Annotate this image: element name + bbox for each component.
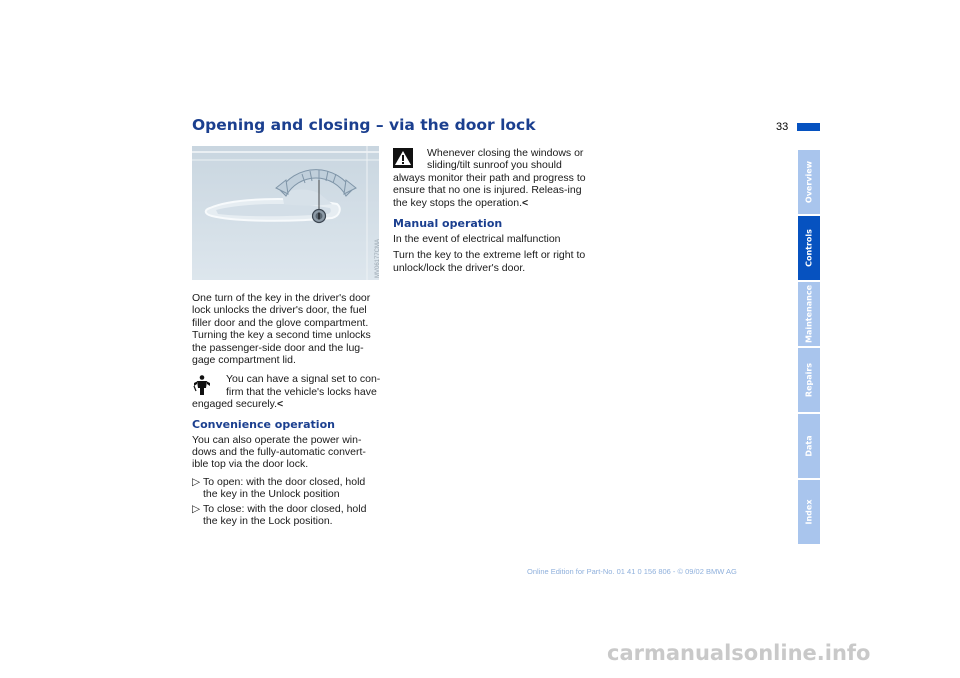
bullet-item [192, 476, 382, 501]
page-title: Opening and closing – via the door lock [192, 116, 536, 134]
manual-operation-heading: Manual operation [393, 217, 503, 231]
footer-edition: Online Edition for Part-No. 01 41 0 156 806 - © 09/02 BMW AG [527, 567, 737, 576]
bullet-item [192, 503, 382, 528]
page-number: 33 [776, 121, 789, 133]
tab-data[interactable]: Data [798, 414, 820, 478]
tab-overview[interactable]: Overview [798, 150, 820, 214]
manual-paragraph-1: In the event of electrical malfunction [393, 233, 561, 246]
bullet-text: To close: with the door closed, hold the key in the Lock position. [203, 502, 367, 528]
convenience-paragraph: You can also operate the power win-dows and the fully-automatic convert-ible top via the door lock. [192, 433, 366, 471]
bullet-arrow-icon: ▷ [192, 502, 201, 515]
warning-note [393, 147, 588, 209]
warning-triangle-icon [393, 148, 427, 170]
tab-maintenance[interactable]: Maintenance [798, 282, 820, 346]
bullet-text: To open: with the door closed, hold the key in the Unlock position [203, 475, 366, 501]
warning-text: Whenever closing the windows or sliding/tilt sunroof you should always monitor their path and progress to ensure that no one is injured. Releas-ing the key stops the operation. [393, 147, 586, 209]
convenience-operation-heading: Convenience operation [192, 417, 335, 431]
intro-paragraph: One turn of the key in the driver's door lock unlocks the driver's door, the fuel filler door and the glove compartment. Turning the key a second time unlocks the passenger-side door and the lug-gage compartment lid. [192, 292, 371, 367]
door-lock-illustration [192, 146, 379, 280]
tab-controls[interactable]: Controls [798, 216, 820, 280]
end-mark: < [277, 398, 284, 411]
figure-code: MV06177CMA [375, 238, 381, 278]
bullet-arrow-icon: ▷ [192, 475, 201, 488]
person-service-icon [192, 374, 226, 396]
left-column [192, 292, 382, 530]
page-marker-bar [797, 123, 820, 131]
tab-repairs[interactable]: Repairs [798, 348, 820, 412]
end-mark: < [522, 196, 529, 209]
right-column [393, 147, 588, 274]
tab-index[interactable]: Index [798, 480, 820, 544]
watermark: carmanualsonline.info [607, 641, 871, 665]
signal-note [192, 373, 382, 410]
note-text: You can have a signal set to con-firm that the vehicle's locks have engaged securely. [192, 373, 381, 411]
manual-paragraph-2: Turn the key to the extreme left or right to unlock/lock the driver's door. [393, 249, 586, 274]
